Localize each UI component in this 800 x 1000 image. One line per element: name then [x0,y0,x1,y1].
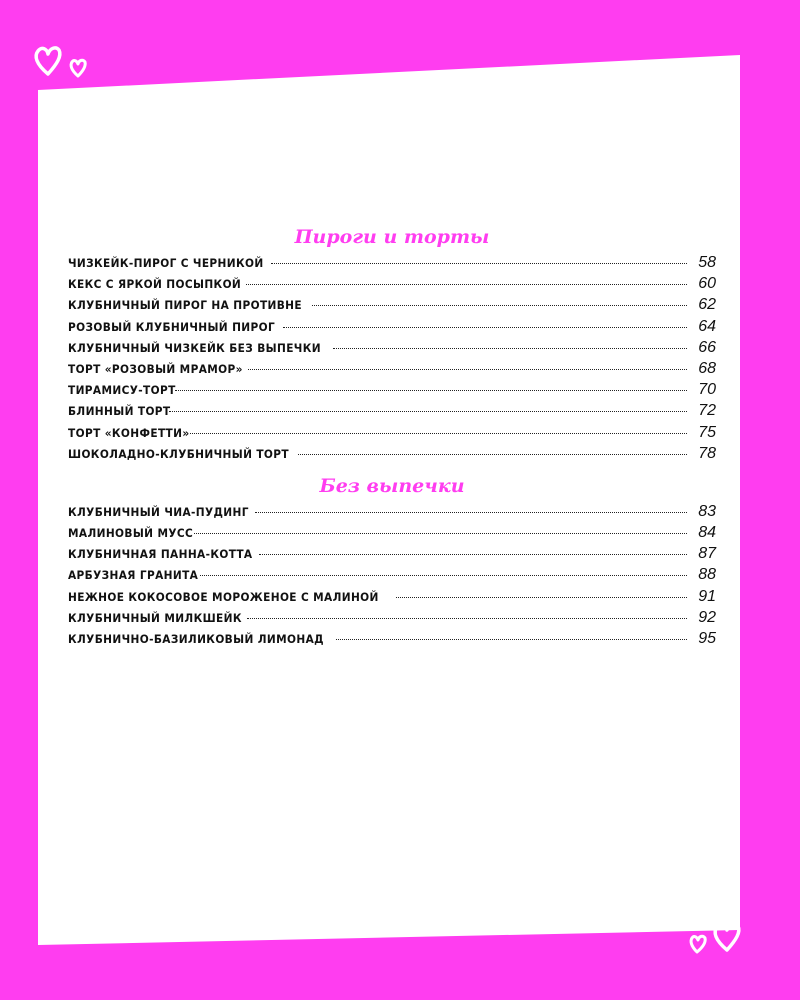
toc-entry-title: ШОКОЛАДНО-КЛУБНИЧНЫЙ ТОРТ [68,446,290,461]
toc-entry-page: 64 [698,317,716,335]
toc-entry-page: 87 [698,545,716,563]
toc-entry[interactable] [68,443,716,464]
toc-entry[interactable] [68,586,716,607]
dot-leader [271,263,687,264]
dot-leader [190,433,687,434]
toc-entry[interactable] [68,379,716,400]
toc-entry-page: 68 [698,359,716,377]
toc-entry-page: 58 [698,254,716,271]
dot-leader [194,533,687,534]
section-title: Без выпечки [319,474,465,497]
toc-entry[interactable] [68,273,716,294]
toc-entry[interactable] [68,564,716,585]
toc-entry-page: 88 [698,566,716,584]
dot-leader [248,369,687,370]
toc-entry-title: ТИРАМИСУ-ТОРТ [68,383,176,398]
toc-entry-page: 66 [698,338,716,356]
toc-entry-page: 70 [698,381,716,399]
toc-entry[interactable] [68,400,716,421]
toc-entry-page: 75 [698,423,716,441]
toc-entry-title: АРБУЗНАЯ ГРАНИТА [68,568,199,583]
toc-entry-title: КЛУБНИЧНО-БАЗИЛИКОВЫЙ ЛИМОНАД [68,632,324,646]
toc-entry-page: 91 [698,587,716,605]
toc-entry-page: 92 [698,608,716,626]
toc-entry-title: КЕКС С ЯРКОЙ ПОСЫПКОЙ [68,277,242,292]
toc-entry[interactable] [68,628,716,649]
dot-leader [255,512,687,513]
toc-list [68,252,716,464]
toc-entry-title: КЛУБНИЧНЫЙ МИЛКШЕЙК [68,610,242,625]
toc-entry-page: 78 [698,444,716,462]
dot-leader [200,575,687,576]
toc-entry-page: 72 [698,402,716,420]
dot-leader [396,597,687,598]
dot-leader [175,390,687,391]
toc-entry-title: ТОРТ «РОЗОВЫЙ МРАМОР» [68,361,243,376]
table-of-contents [68,222,716,649]
toc-list [68,501,716,649]
toc-entry-title: РОЗОВЫЙ КЛУБНИЧНЫЙ ПИРОГ [68,319,276,334]
toc-entry[interactable] [68,607,716,628]
toc-entry-title: КЛУБНИЧНЫЙ ПИРОГ НА ПРОТИВНЕ [68,298,303,313]
toc-entry-page: 60 [698,275,716,293]
dot-leader [259,554,687,555]
toc-entry-title: МАЛИНОВЫЙ МУСС [68,526,194,541]
toc-entry-page: 62 [698,296,716,314]
toc-entry-title: ЧИЗКЕЙК-ПИРОГ С ЧЕРНИКОЙ [68,256,264,270]
dot-leader [312,305,687,306]
toc-entry[interactable] [68,316,716,337]
section-title: Пироги и торты [294,226,490,248]
toc-entry[interactable] [68,358,716,379]
dot-leader [247,618,687,619]
toc-entry-title: КЛУБНИЧНАЯ ПАННА-КОТТА [68,547,253,562]
dot-leader [298,454,687,455]
toc-entry-page: 84 [698,524,716,542]
toc-entry[interactable] [68,522,716,543]
dot-leader [283,327,687,328]
hearts-icon [32,40,94,82]
toc-entry-title: БЛИННЫЙ ТОРТ [68,404,171,419]
toc-entry-title: НЕЖНОЕ КОКОСОВОЕ МОРОЖЕНОЕ С МАЛИНОЙ [68,589,379,604]
toc-entry[interactable] [68,294,716,315]
toc-entry-title: КЛУБНИЧНЫЙ ЧИА-ПУДИНГ [68,504,249,519]
toc-entry[interactable] [68,252,716,273]
dot-leader [336,639,687,640]
toc-entry[interactable] [68,501,716,522]
toc-entry-title: ТОРТ «КОНФЕТТИ» [68,425,190,440]
dot-leader [333,348,687,349]
toc-entry[interactable] [68,337,716,358]
hearts-icon [684,918,746,960]
dot-leader [169,411,687,412]
toc-entry-title: КЛУБНИЧНЫЙ ЧИЗКЕЙК БЕЗ ВЫПЕЧКИ [68,340,321,355]
toc-entry[interactable] [68,422,716,443]
toc-entry-page: 83 [698,502,716,520]
dot-leader [246,284,687,285]
toc-entry-page: 95 [698,630,716,647]
toc-entry[interactable] [68,543,716,564]
